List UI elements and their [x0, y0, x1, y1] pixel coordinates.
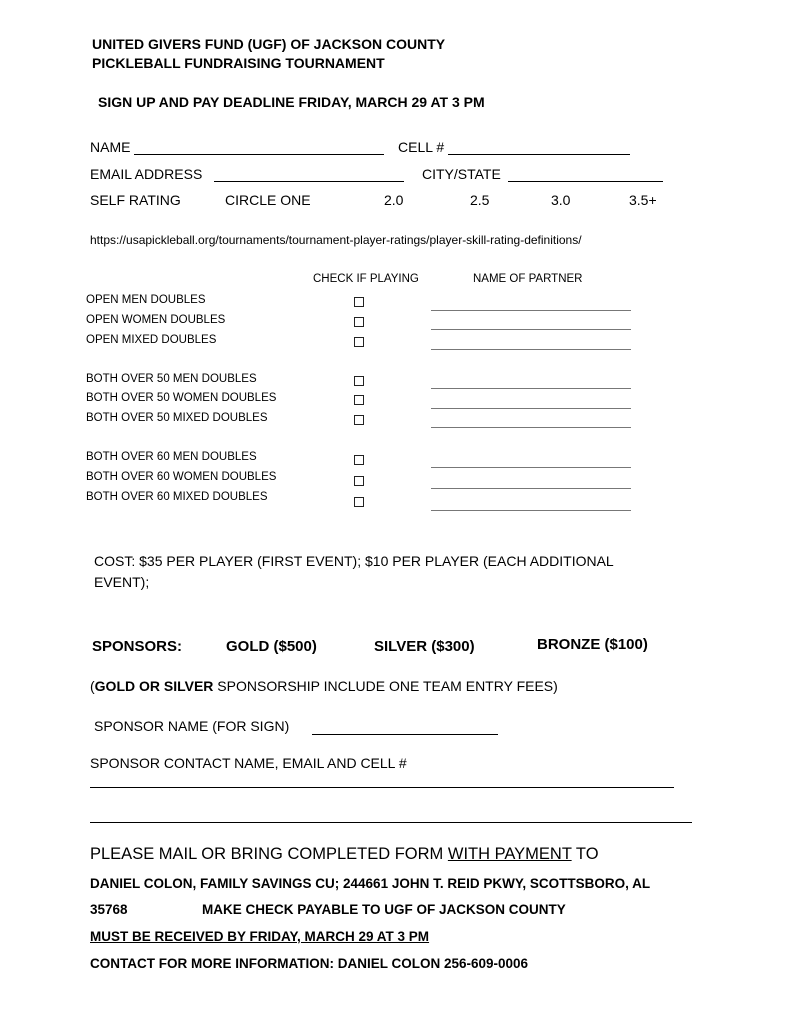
- event-checkbox[interactable]: [354, 395, 364, 405]
- deadline-heading: SIGN UP AND PAY DEADLINE FRIDAY, MARCH 29 AT 3 PM: [98, 94, 485, 110]
- mailing-instructions: PLEASE MAIL OR BRING COMPLETED FORM WITH PAYMENT TO: [90, 845, 599, 863]
- mailing-zip: 35768: [90, 902, 128, 917]
- partner-name-field[interactable]: [431, 349, 631, 350]
- partner-name-field[interactable]: [431, 427, 631, 428]
- event-label: OPEN MEN DOUBLES: [86, 294, 206, 306]
- silver-sponsor-level: SILVER ($300): [374, 638, 475, 655]
- rating-option-2-5[interactable]: 2.5: [470, 192, 490, 208]
- partner-name-field[interactable]: [431, 408, 631, 409]
- rating-option-3-0[interactable]: 3.0: [551, 192, 571, 208]
- sponsor-name-field[interactable]: [312, 734, 498, 735]
- tournament-title: PICKLEBALL FUNDRAISING TOURNAMENT: [92, 55, 385, 71]
- sponsor-name-label: SPONSOR NAME (FOR SIGN): [94, 718, 290, 734]
- event-label: OPEN MIXED DOUBLES: [86, 334, 217, 346]
- event-checkbox[interactable]: [354, 317, 364, 327]
- event-label: BOTH OVER 60 MEN DOUBLES: [86, 451, 257, 463]
- cost-line-1: COST: $35 PER PLAYER (FIRST EVENT); $10 PER PLAYER (EACH ADDITIONAL: [94, 553, 614, 569]
- bronze-sponsor-level: BRONZE ($100): [537, 636, 648, 653]
- sponsors-label: SPONSORS:: [92, 638, 183, 655]
- event-label: BOTH OVER 50 MIXED DOUBLES: [86, 412, 268, 424]
- mailing-address: DANIEL COLON, FAMILY SAVINGS CU; 244661 JOHN T. REID PKWY, SCOTTSBORO, AL: [90, 876, 651, 891]
- email-field[interactable]: [214, 181, 404, 182]
- partner-name-field[interactable]: [431, 488, 631, 489]
- event-label: BOTH OVER 50 MEN DOUBLES: [86, 373, 257, 385]
- cell-label: CELL #: [398, 139, 445, 155]
- check-if-playing-header: CHECK IF PLAYING: [313, 273, 419, 285]
- partner-name-field[interactable]: [431, 510, 631, 511]
- name-field[interactable]: [134, 154, 384, 155]
- rating-option-2-0[interactable]: 2.0: [384, 192, 404, 208]
- gold-sponsor-level: GOLD ($500): [226, 638, 317, 655]
- check-payable-note: MAKE CHECK PAYABLE TO UGF OF JACKSON COUNTY: [202, 902, 566, 917]
- event-checkbox[interactable]: [354, 476, 364, 486]
- city-state-field[interactable]: [508, 181, 663, 182]
- org-title: UNITED GIVERS FUND (UGF) OF JACKSON COUNTY: [92, 36, 446, 52]
- city-state-label: CITY/STATE: [422, 166, 501, 182]
- name-label: NAME: [90, 139, 131, 155]
- event-label: BOTH OVER 50 WOMEN DOUBLES: [86, 392, 277, 404]
- event-checkbox[interactable]: [354, 337, 364, 347]
- partner-name-field[interactable]: [431, 329, 631, 330]
- cell-field[interactable]: [448, 154, 630, 155]
- partner-name-header: NAME OF PARTNER: [473, 273, 583, 285]
- event-label: BOTH OVER 60 WOMEN DOUBLES: [86, 471, 277, 483]
- sponsorship-note: (GOLD OR SILVER SPONSORSHIP INCLUDE ONE TEAM ENTRY FEES): [90, 678, 558, 694]
- receipt-deadline: MUST BE RECEIVED BY FRIDAY, MARCH 29 AT 3 PM: [90, 929, 430, 944]
- event-checkbox[interactable]: [354, 415, 364, 425]
- cost-line-2: EVENT);: [94, 574, 150, 590]
- event-checkbox[interactable]: [354, 297, 364, 307]
- contact-information: CONTACT FOR MORE INFORMATION: DANIEL COLON 256-609-0006: [90, 956, 529, 971]
- circle-one-label: CIRCLE ONE: [225, 192, 311, 208]
- event-checkbox[interactable]: [354, 455, 364, 465]
- rating-option-3-5-plus[interactable]: 3.5+: [629, 192, 657, 208]
- sponsor-contact-label: SPONSOR CONTACT NAME, EMAIL AND CELL #: [90, 755, 407, 771]
- event-label: OPEN WOMEN DOUBLES: [86, 314, 226, 326]
- sponsor-contact-field-1[interactable]: [90, 787, 674, 788]
- partner-name-field[interactable]: [431, 388, 631, 389]
- event-checkbox[interactable]: [354, 497, 364, 507]
- email-label: EMAIL ADDRESS: [90, 166, 203, 182]
- rating-definitions-link[interactable]: https://usapickleball.org/tournaments/tournament-player-ratings/player-skill-rating-definitions/: [90, 233, 582, 247]
- self-rating-label: SELF RATING: [90, 192, 181, 208]
- event-label: BOTH OVER 60 MIXED DOUBLES: [86, 491, 268, 503]
- event-checkbox[interactable]: [354, 376, 364, 386]
- partner-name-field[interactable]: [431, 310, 631, 311]
- partner-name-field[interactable]: [431, 467, 631, 468]
- sponsor-contact-field-2[interactable]: [90, 822, 692, 823]
